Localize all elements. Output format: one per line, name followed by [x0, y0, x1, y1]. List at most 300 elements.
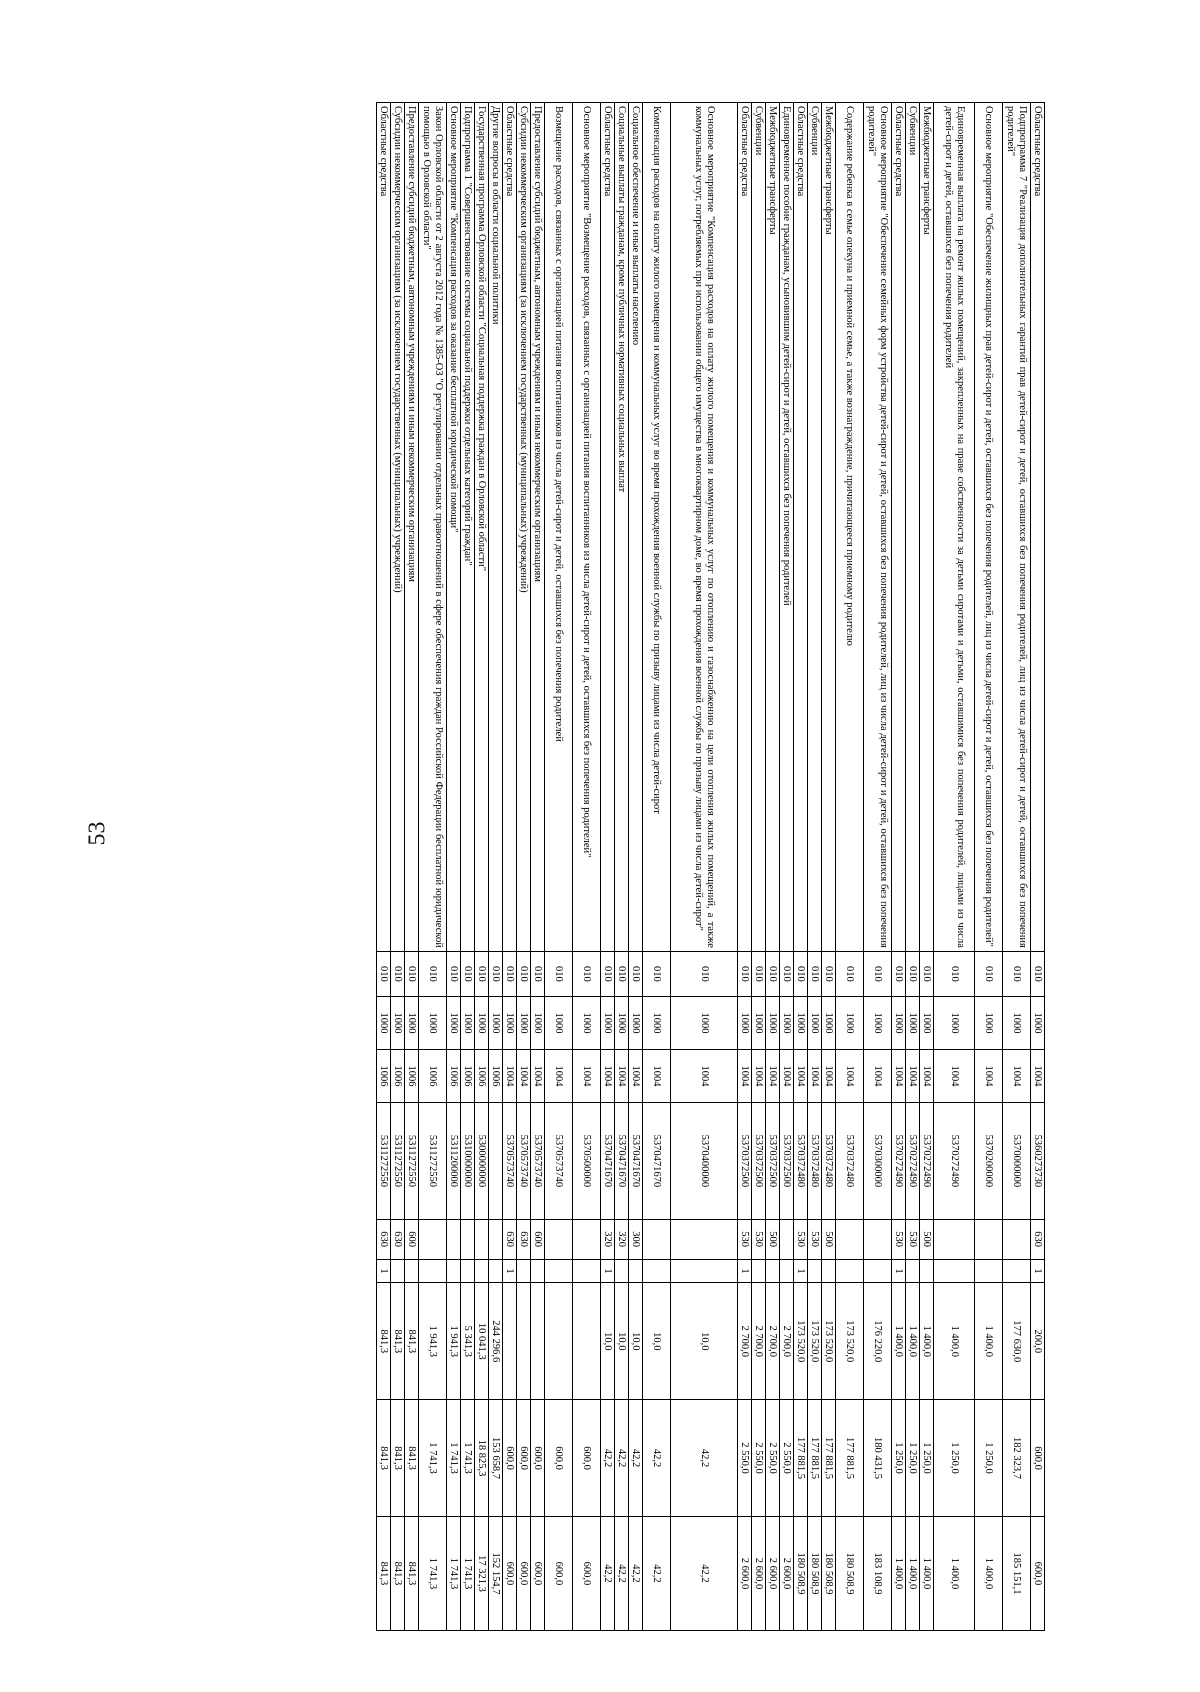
target-article-cell: 5311272550	[405, 1103, 419, 1220]
amount-year2-cell: 2 550,0	[752, 1400, 766, 1517]
source-mark-cell: 1	[377, 1259, 391, 1283]
row-name-cell: Межбюджетные трансферты	[822, 103, 836, 952]
subsection-code-cell: 1004	[531, 1050, 545, 1103]
expense-type-cell: 630	[503, 1219, 517, 1259]
amount-year3-cell: 1 400,0	[906, 1516, 920, 1630]
budget-table	[376, 102, 1045, 1631]
amount-year3-cell: 183 108,9	[864, 1516, 892, 1630]
target-article-cell: 5370471670	[629, 1103, 643, 1220]
target-article-cell: 5370372480	[822, 1103, 836, 1220]
section-code-cell: 1000	[780, 996, 794, 1049]
amount-year2-cell: 177 881,5	[836, 1400, 864, 1517]
amount-year2-cell: 841,3	[405, 1400, 419, 1517]
table-row	[629, 103, 643, 1631]
grbs-code-cell: 010	[475, 951, 489, 996]
amount-year2-cell: 1 741,3	[447, 1400, 461, 1517]
grbs-code-cell: 010	[377, 951, 391, 996]
amount-year1-cell: 5 341,3	[461, 1283, 475, 1400]
expense-type-cell: 300	[629, 1219, 643, 1259]
amount-year3-cell: 2 600,0	[780, 1516, 794, 1630]
source-mark-cell	[920, 1259, 934, 1283]
expense-type-cell	[643, 1219, 671, 1259]
amount-year3-cell: 2 600,0	[752, 1516, 766, 1630]
section-code-cell: 1000	[766, 996, 780, 1049]
table-row	[573, 103, 601, 1631]
amount-year2-cell: 1 741,3	[461, 1400, 475, 1517]
rotated-table-container	[376, 102, 1045, 1631]
target-article-cell: 5370372480	[836, 1103, 864, 1220]
amount-year2-cell: 600,0	[545, 1400, 573, 1517]
table-row	[738, 103, 752, 1631]
amount-year2-cell: 42,2	[629, 1400, 643, 1517]
section-code-cell: 1000	[836, 996, 864, 1049]
amount-year1-cell: 173 520,0	[836, 1283, 864, 1400]
expense-type-cell	[671, 1219, 738, 1259]
target-article-cell: 5311200000	[447, 1103, 461, 1220]
expense-type-cell: 530	[808, 1219, 822, 1259]
target-article-cell: 5370471670	[615, 1103, 629, 1220]
row-name-cell: Другие вопросы в области социальной политики	[489, 103, 503, 952]
amount-year1-cell: 2 700,0	[738, 1283, 752, 1400]
row-name-cell: Областные средства	[892, 103, 906, 952]
grbs-code-cell: 010	[1031, 951, 1045, 996]
section-code-cell: 1000	[1031, 996, 1045, 1049]
row-name-cell: Возмещение расходов, связанных с организацией питания воспитанников из числа детей-сирот и детей, оставшихся без попечения родителей	[545, 103, 573, 952]
grbs-code-cell: 010	[503, 951, 517, 996]
amount-year1-cell: 10,0	[643, 1283, 671, 1400]
target-article-cell: 5300000000	[475, 1103, 489, 1220]
amount-year2-cell: 42,2	[671, 1400, 738, 1517]
grbs-code-cell: 010	[808, 951, 822, 996]
subsection-code-cell: 1006	[475, 1050, 489, 1103]
amount-year3-cell: 2 600,0	[738, 1516, 752, 1630]
row-name-cell: Субсидии некоммерческим организациям (за исключением государственных (муниципальных) учреждений)	[391, 103, 405, 952]
grbs-code-cell: 010	[780, 951, 794, 996]
amount-year2-cell: 1 250,0	[975, 1400, 1003, 1517]
subsection-code-cell: 1006	[405, 1050, 419, 1103]
section-code-cell: 1000	[475, 996, 489, 1049]
amount-year2-cell: 42,2	[601, 1400, 615, 1517]
source-mark-cell: 1	[1031, 1259, 1045, 1283]
subsection-code-cell: 1004	[780, 1050, 794, 1103]
subsection-code-cell: 1004	[752, 1050, 766, 1103]
amount-year1-cell: 173 520,0	[794, 1283, 808, 1400]
amount-year1-cell	[503, 1283, 517, 1400]
grbs-code-cell: 010	[643, 951, 671, 996]
grbs-code-cell: 010	[1003, 951, 1031, 996]
section-code-cell: 1000	[671, 996, 738, 1049]
amount-year3-cell: 42,2	[601, 1516, 615, 1630]
subsection-code-cell: 1006	[377, 1050, 391, 1103]
section-code-cell: 1000	[906, 996, 920, 1049]
subsection-code-cell: 1006	[447, 1050, 461, 1103]
amount-year1-cell: 841,3	[405, 1283, 419, 1400]
row-name-cell: Основное мероприятие "Обеспечение семейных форм устройства детей-сирот и детей, оставшихся без попечения родителей, лиц из числа детей-сирот и детей, оставшихся без попечения родителей"	[864, 103, 892, 952]
row-name-cell: Социальное обеспечение и иные выплаты населению	[629, 103, 643, 952]
target-article-cell: 5370272490	[920, 1103, 934, 1220]
row-name-cell: Основное мероприятие "Возмещение расходов, связанных с организацией питания воспитанников из числа детей-сирот и детей, оставшихся без попечения родителей"	[573, 103, 601, 952]
target-article-cell: 5370372480	[794, 1103, 808, 1220]
target-article-cell: 5370573740	[545, 1103, 573, 1220]
amount-year1-cell: 2 700,0	[780, 1283, 794, 1400]
expense-type-cell	[864, 1219, 892, 1259]
amount-year1-cell: 10,0	[671, 1283, 738, 1400]
row-name-cell: Областные средства	[601, 103, 615, 952]
amount-year2-cell: 1 250,0	[892, 1400, 906, 1517]
amount-year2-cell: 600,0	[517, 1400, 531, 1517]
expense-type-cell: 600	[405, 1219, 419, 1259]
section-code-cell: 1000	[405, 996, 419, 1049]
table-row	[808, 103, 822, 1631]
amount-year2-cell: 2 550,0	[766, 1400, 780, 1517]
amount-year1-cell: 200,0	[1031, 1283, 1045, 1400]
amount-year2-cell: 600,0	[531, 1400, 545, 1517]
amount-year3-cell: 841,3	[377, 1516, 391, 1630]
table-row	[920, 103, 934, 1631]
source-mark-cell	[671, 1259, 738, 1283]
subsection-code-cell: 1004	[920, 1050, 934, 1103]
amount-year2-cell: 1 741,3	[419, 1400, 447, 1517]
grbs-code-cell: 010	[531, 951, 545, 996]
subsection-code-cell: 1004	[629, 1050, 643, 1103]
section-code-cell: 1000	[503, 996, 517, 1049]
section-code-cell: 1000	[601, 996, 615, 1049]
target-article-cell: 5370372500	[752, 1103, 766, 1220]
amount-year1-cell: 10,0	[629, 1283, 643, 1400]
section-code-cell: 1000	[531, 996, 545, 1049]
source-mark-cell	[1003, 1259, 1031, 1283]
section-code-cell: 1000	[822, 996, 836, 1049]
section-code-cell: 1000	[643, 996, 671, 1049]
table-row	[643, 103, 671, 1631]
subsection-code-cell: 1004	[573, 1050, 601, 1103]
table-row	[475, 103, 489, 1631]
source-mark-cell	[934, 1259, 975, 1283]
section-code-cell: 1000	[934, 996, 975, 1049]
amount-year1-cell: 2 700,0	[766, 1283, 780, 1400]
expense-type-cell: 530	[892, 1219, 906, 1259]
amount-year1-cell: 1 400,0	[920, 1283, 934, 1400]
source-mark-cell	[615, 1259, 629, 1283]
table-row	[975, 103, 1003, 1631]
table-row	[377, 103, 391, 1631]
subsection-code-cell: 1004	[738, 1050, 752, 1103]
subsection-code-cell: 1004	[671, 1050, 738, 1103]
amount-year1-cell: 10,0	[601, 1283, 615, 1400]
amount-year3-cell: 42,2	[671, 1516, 738, 1630]
target-article-cell	[489, 1103, 503, 1220]
expense-type-cell	[419, 1219, 447, 1259]
amount-year1-cell	[531, 1283, 545, 1400]
amount-year3-cell: 2 600,0	[766, 1516, 780, 1630]
table-row	[489, 103, 503, 1631]
subsection-code-cell: 1004	[1003, 1050, 1031, 1103]
target-article-cell: 5310000000	[461, 1103, 475, 1220]
amount-year2-cell: 153 658,7	[489, 1400, 503, 1517]
section-code-cell: 1000	[629, 996, 643, 1049]
page-number: 53	[84, 821, 111, 846]
source-mark-cell	[391, 1259, 405, 1283]
table-row	[836, 103, 864, 1631]
source-mark-cell	[906, 1259, 920, 1283]
amount-year1-cell	[573, 1283, 601, 1400]
row-name-cell: Содержание ребенка в семье опекуна и приемной семье, а также вознаграждение, причитающееся приемному родителю	[836, 103, 864, 952]
amount-year1-cell: 10,0	[615, 1283, 629, 1400]
amount-year1-cell: 1 400,0	[934, 1283, 975, 1400]
subsection-code-cell: 1004	[503, 1050, 517, 1103]
amount-year1-cell: 177 630,0	[1003, 1283, 1031, 1400]
row-name-cell: Подпрограмма 7 "Реализация дополнительных гарантий прав детей-сирот и детей, оставшихся без попечения родителей, лиц из числа детей-сирот и детей, оставшихся без попечения родителей"	[1003, 103, 1031, 952]
amount-year3-cell: 600,0	[545, 1516, 573, 1630]
amount-year2-cell: 2 550,0	[780, 1400, 794, 1517]
row-name-cell: Субвенции	[752, 103, 766, 952]
table-row	[503, 103, 517, 1631]
subsection-code-cell: 1004	[906, 1050, 920, 1103]
row-name-cell: Предоставление субсидий бюджетным, автономным учреждениям и иным некоммерческим организациям	[405, 103, 419, 952]
expense-type-cell: 500	[920, 1219, 934, 1259]
source-mark-cell	[836, 1259, 864, 1283]
amount-year3-cell: 180 508,9	[836, 1516, 864, 1630]
row-name-cell: Основное мероприятие "Компенсация расходов за оказание бесплатной юридической помощи"	[447, 103, 461, 952]
section-code-cell: 1000	[489, 996, 503, 1049]
table-row	[906, 103, 920, 1631]
subsection-code-cell: 1006	[461, 1050, 475, 1103]
subsection-code-cell: 1004	[615, 1050, 629, 1103]
section-code-cell: 1000	[545, 996, 573, 1049]
section-code-cell: 1000	[975, 996, 1003, 1049]
source-mark-cell	[629, 1259, 643, 1283]
source-mark-cell	[975, 1259, 1003, 1283]
source-mark-cell	[447, 1259, 461, 1283]
row-name-cell: Областные средства	[1031, 103, 1045, 952]
section-code-cell: 1000	[738, 996, 752, 1049]
row-name-cell: Предоставление субсидий бюджетным, автономным учреждениям и иным некоммерческим организациям	[531, 103, 545, 952]
amount-year3-cell: 180 508,9	[822, 1516, 836, 1630]
source-mark-cell	[766, 1259, 780, 1283]
table-row	[766, 103, 780, 1631]
subsection-code-cell: 1004	[794, 1050, 808, 1103]
expense-type-cell	[573, 1219, 601, 1259]
grbs-code-cell: 010	[822, 951, 836, 996]
amount-year1-cell: 1 941,3	[419, 1283, 447, 1400]
source-mark-cell	[808, 1259, 822, 1283]
source-mark-cell	[419, 1259, 447, 1283]
target-article-cell: 5370372500	[738, 1103, 752, 1220]
amount-year2-cell: 600,0	[573, 1400, 601, 1517]
amount-year3-cell: 17 321,3	[475, 1516, 489, 1630]
amount-year1-cell: 841,3	[391, 1283, 405, 1400]
table-row	[461, 103, 475, 1631]
amount-year3-cell: 600,0	[517, 1516, 531, 1630]
amount-year1-cell: 1 941,3	[447, 1283, 461, 1400]
amount-year3-cell: 1 400,0	[975, 1516, 1003, 1630]
expense-type-cell: 320	[615, 1219, 629, 1259]
subsection-code-cell: 1004	[601, 1050, 615, 1103]
amount-year3-cell: 600,0	[1031, 1516, 1045, 1630]
amount-year3-cell: 1 400,0	[920, 1516, 934, 1630]
grbs-code-cell: 010	[934, 951, 975, 996]
amount-year2-cell: 42,2	[615, 1400, 629, 1517]
table-row	[545, 103, 573, 1631]
amount-year2-cell: 841,3	[377, 1400, 391, 1517]
amount-year1-cell: 1 400,0	[892, 1283, 906, 1400]
section-code-cell: 1000	[447, 996, 461, 1049]
target-article-cell: 5370471670	[643, 1103, 671, 1220]
target-article-cell: 5311272550	[419, 1103, 447, 1220]
table-row	[405, 103, 419, 1631]
expense-type-cell: 530	[906, 1219, 920, 1259]
amount-year3-cell: 152 154,7	[489, 1516, 503, 1630]
grbs-code-cell: 010	[573, 951, 601, 996]
expense-type-cell	[836, 1219, 864, 1259]
table-row	[391, 103, 405, 1631]
expense-type-cell: 630	[377, 1219, 391, 1259]
source-mark-cell	[461, 1259, 475, 1283]
expense-type-cell	[447, 1219, 461, 1259]
amount-year2-cell: 1 250,0	[934, 1400, 975, 1517]
source-mark-cell	[405, 1259, 419, 1283]
subsection-code-cell: 1004	[1031, 1050, 1045, 1103]
subsection-code-cell: 1006	[419, 1050, 447, 1103]
expense-type-cell: 630	[517, 1219, 531, 1259]
expense-type-cell: 530	[752, 1219, 766, 1259]
amount-year3-cell: 1 400,0	[892, 1516, 906, 1630]
expense-type-cell	[975, 1219, 1003, 1259]
grbs-code-cell: 010	[738, 951, 752, 996]
row-name-cell: Подпрограмма 1 "Совершенствование системы социальной поддержки отдельных категорий граждан"	[461, 103, 475, 952]
grbs-code-cell: 010	[545, 951, 573, 996]
source-mark-cell: 1	[892, 1259, 906, 1283]
table-row	[531, 103, 545, 1631]
amount-year2-cell: 1 250,0	[920, 1400, 934, 1517]
amount-year3-cell: 841,3	[391, 1516, 405, 1630]
target-article-cell: 5370573740	[517, 1103, 531, 1220]
grbs-code-cell: 010	[892, 951, 906, 996]
grbs-code-cell: 010	[836, 951, 864, 996]
subsection-code-cell: 1006	[391, 1050, 405, 1103]
amount-year2-cell: 2 550,0	[738, 1400, 752, 1517]
target-article-cell: 5360273730	[1031, 1103, 1045, 1220]
amount-year1-cell: 173 520,0	[808, 1283, 822, 1400]
table-row	[864, 103, 892, 1631]
expense-type-cell	[934, 1219, 975, 1259]
amount-year3-cell: 1 400,0	[934, 1516, 975, 1630]
expense-type-cell: 630	[1031, 1219, 1045, 1259]
amount-year2-cell: 177 881,5	[822, 1400, 836, 1517]
grbs-code-cell: 010	[517, 951, 531, 996]
subsection-code-cell: 1004	[545, 1050, 573, 1103]
row-name-cell: Областные средства	[377, 103, 391, 952]
expense-type-cell: 320	[601, 1219, 615, 1259]
amount-year1-cell: 244 296,6	[489, 1283, 503, 1400]
target-article-cell: 5370000000	[1003, 1103, 1031, 1220]
expense-type-cell: 500	[822, 1219, 836, 1259]
target-article-cell: 5370272490	[934, 1103, 975, 1220]
row-name-cell: Областные средства	[503, 103, 517, 952]
section-code-cell: 1000	[794, 996, 808, 1049]
amount-year2-cell: 600,0	[503, 1400, 517, 1517]
table-row	[892, 103, 906, 1631]
amount-year3-cell: 42,2	[643, 1516, 671, 1630]
amount-year3-cell: 42,2	[615, 1516, 629, 1630]
expense-type-cell	[489, 1219, 503, 1259]
subsection-code-cell: 1004	[864, 1050, 892, 1103]
expense-type-cell	[475, 1219, 489, 1259]
grbs-code-cell: 010	[601, 951, 615, 996]
subsection-code-cell: 1006	[489, 1050, 503, 1103]
grbs-code-cell: 010	[766, 951, 780, 996]
source-mark-cell	[531, 1259, 545, 1283]
source-mark-cell	[475, 1259, 489, 1283]
grbs-code-cell: 010	[405, 951, 419, 996]
row-name-cell: Компенсация расходов на оплату жилого помещения и коммунальных услуг во время прохождения военной службы по призыву лицами из числа детей-сирот	[643, 103, 671, 952]
row-name-cell: Социальные выплаты гражданам, кроме публичных нормативных социальных выплат	[615, 103, 629, 952]
section-code-cell: 1000	[461, 996, 475, 1049]
amount-year3-cell: 1 741,3	[419, 1516, 447, 1630]
target-article-cell: 5370272490	[892, 1103, 906, 1220]
row-name-cell: Межбюджетные трансферты	[766, 103, 780, 952]
expense-type-cell	[545, 1219, 573, 1259]
table-row	[780, 103, 794, 1631]
amount-year3-cell: 1 741,3	[461, 1516, 475, 1630]
amount-year1-cell: 1 400,0	[975, 1283, 1003, 1400]
source-mark-cell: 1	[503, 1259, 517, 1283]
source-mark-cell	[517, 1259, 531, 1283]
grbs-code-cell: 010	[920, 951, 934, 996]
target-article-cell: 5370400000	[671, 1103, 738, 1220]
amount-year3-cell: 600,0	[531, 1516, 545, 1630]
amount-year3-cell: 185 151,1	[1003, 1516, 1031, 1630]
grbs-code-cell: 010	[864, 951, 892, 996]
subsection-code-cell: 1004	[517, 1050, 531, 1103]
row-name-cell: Областные средства	[738, 103, 752, 952]
section-code-cell: 1000	[892, 996, 906, 1049]
row-name-cell: Субсидии некоммерческим организациям (за исключением государственных (муниципальных) учреждений)	[517, 103, 531, 952]
subsection-code-cell: 1004	[892, 1050, 906, 1103]
subsection-code-cell: 1004	[822, 1050, 836, 1103]
amount-year1-cell	[545, 1283, 573, 1400]
target-article-cell: 5370372480	[808, 1103, 822, 1220]
table-row	[447, 103, 461, 1631]
table-row	[419, 103, 447, 1631]
table-row	[671, 103, 738, 1631]
target-article-cell: 5370372500	[766, 1103, 780, 1220]
table-row	[752, 103, 766, 1631]
target-article-cell: 5370573740	[503, 1103, 517, 1220]
amount-year3-cell: 180 508,9	[808, 1516, 822, 1630]
amount-year1-cell: 841,3	[377, 1283, 391, 1400]
source-mark-cell	[780, 1259, 794, 1283]
table-row	[1031, 103, 1045, 1631]
target-article-cell: 5370200000	[975, 1103, 1003, 1220]
grbs-code-cell: 010	[391, 951, 405, 996]
section-code-cell: 1000	[377, 996, 391, 1049]
target-article-cell: 5370272490	[906, 1103, 920, 1220]
amount-year1-cell: 173 520,0	[822, 1283, 836, 1400]
source-mark-cell	[545, 1259, 573, 1283]
grbs-code-cell: 010	[461, 951, 475, 996]
amount-year2-cell: 180 431,5	[864, 1400, 892, 1517]
table-row	[794, 103, 808, 1631]
section-code-cell: 1000	[864, 996, 892, 1049]
section-code-cell: 1000	[920, 996, 934, 1049]
table-row	[601, 103, 615, 1631]
section-code-cell: 1000	[1003, 996, 1031, 1049]
amount-year2-cell: 1 250,0	[906, 1400, 920, 1517]
section-code-cell: 1000	[573, 996, 601, 1049]
amount-year1-cell: 2 700,0	[752, 1283, 766, 1400]
amount-year1-cell: 1 400,0	[906, 1283, 920, 1400]
